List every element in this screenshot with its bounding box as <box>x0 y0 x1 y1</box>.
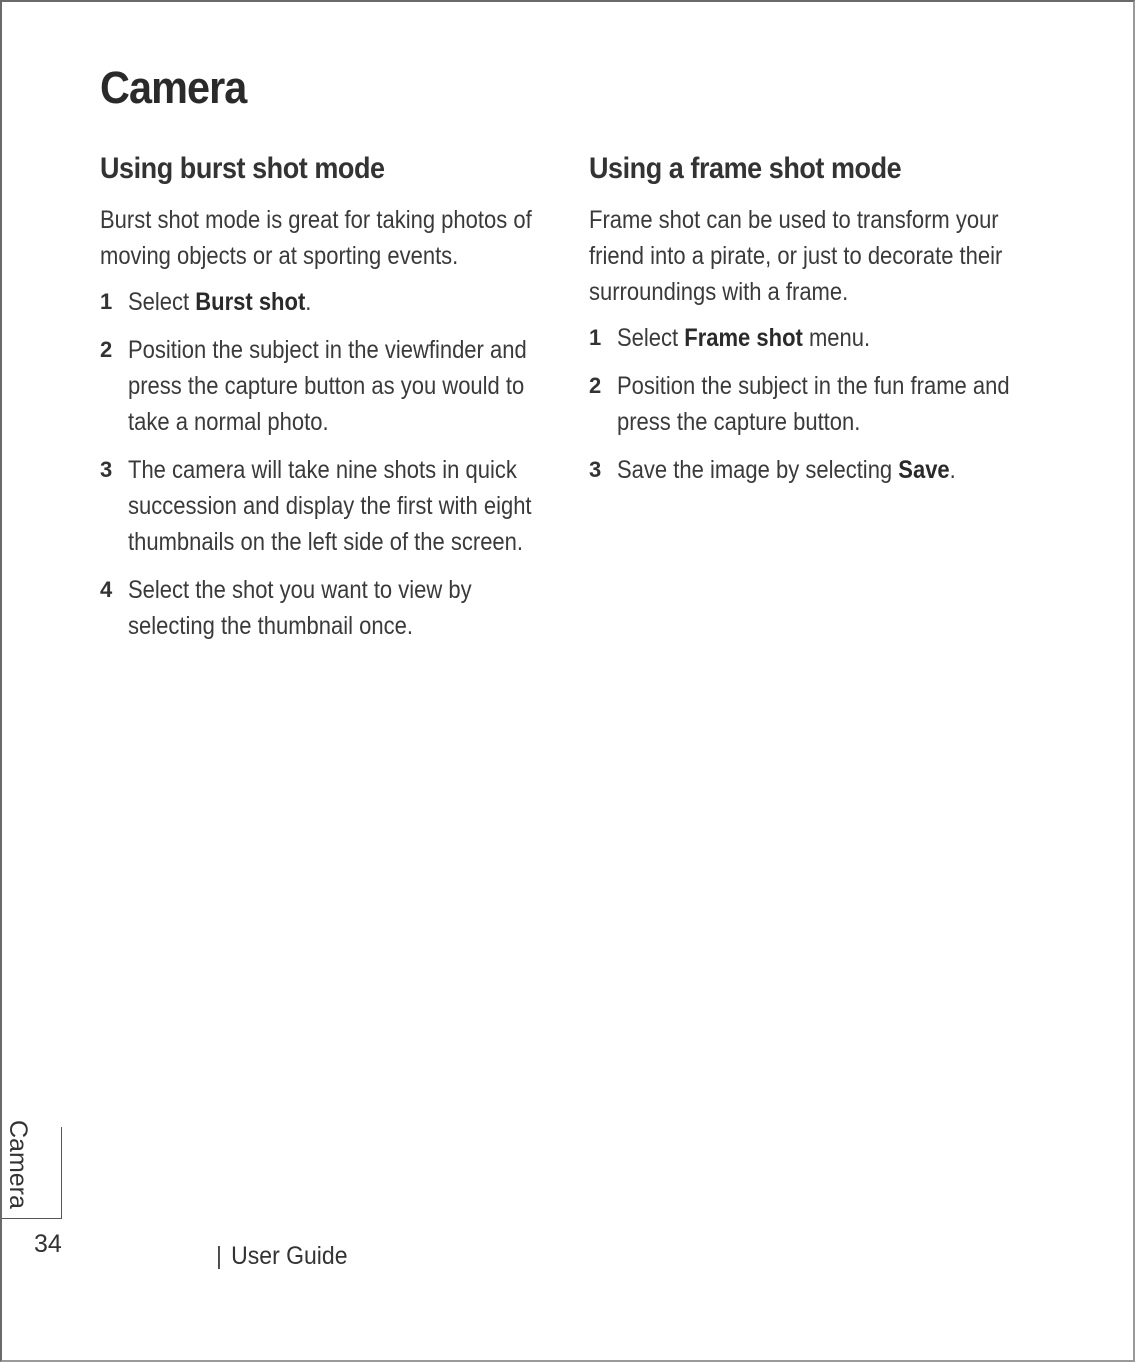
menu-option-frame-shot: Frame shot <box>684 324 803 352</box>
step-number: 4 <box>100 577 113 602</box>
page-title: Camera <box>100 62 247 113</box>
step-number: 2 <box>589 373 602 398</box>
step-number: 3 <box>589 457 602 482</box>
step-number: 2 <box>100 337 113 362</box>
step-text: Position the subject in the viewfinder and press the capture button as you would to take a normal photo. <box>128 336 527 436</box>
section-intro: Burst shot mode is great for taking photos of moving objects or at sporting events. <box>100 206 532 270</box>
step-text: Select the shot you want to view by selecting the thumbnail once. <box>128 576 472 640</box>
step-text: The camera will take nine shots in quick succession and display the first with eight thumbnails on the left side of the screen. <box>128 456 532 556</box>
steps-list <box>589 320 1039 488</box>
footer-label: User Guide <box>231 1242 348 1270</box>
step-item <box>100 284 550 320</box>
step-number: 3 <box>100 457 113 482</box>
step-item <box>100 332 550 440</box>
step-text: Save the image by selecting Save. <box>617 456 956 484</box>
steps-list <box>100 284 550 644</box>
section-intro: Frame shot can be used to transform your friend into a pirate, or just to decorate their surroundings with a frame. <box>589 206 1003 306</box>
step-item <box>589 452 1039 488</box>
step-text: Position the subject in the fun frame and press the capture button. <box>617 372 1010 436</box>
page-number: 34 <box>34 1230 62 1258</box>
step-item <box>589 320 1039 356</box>
step-item <box>100 572 550 644</box>
step-text: Select Frame shot menu. <box>617 324 871 352</box>
menu-option-save: Save <box>898 456 950 484</box>
burst-shot-section <box>100 152 550 656</box>
frame-shot-section <box>589 152 1039 500</box>
step-number: 1 <box>589 325 602 350</box>
footer <box>216 1242 348 1271</box>
section-heading: Using a frame shot mode <box>589 152 902 185</box>
menu-option-burst-shot: Burst shot <box>195 288 306 316</box>
step-item <box>589 368 1039 440</box>
step-item <box>100 452 550 560</box>
side-tab-label: Camera <box>4 1120 32 1209</box>
step-text: Select Burst shot. <box>128 288 312 316</box>
side-tab-divider <box>61 1127 62 1219</box>
step-number: 1 <box>100 289 113 314</box>
section-heading: Using burst shot mode <box>100 152 385 185</box>
footer-separator: | <box>216 1242 222 1270</box>
page-number-rule <box>2 1218 62 1219</box>
